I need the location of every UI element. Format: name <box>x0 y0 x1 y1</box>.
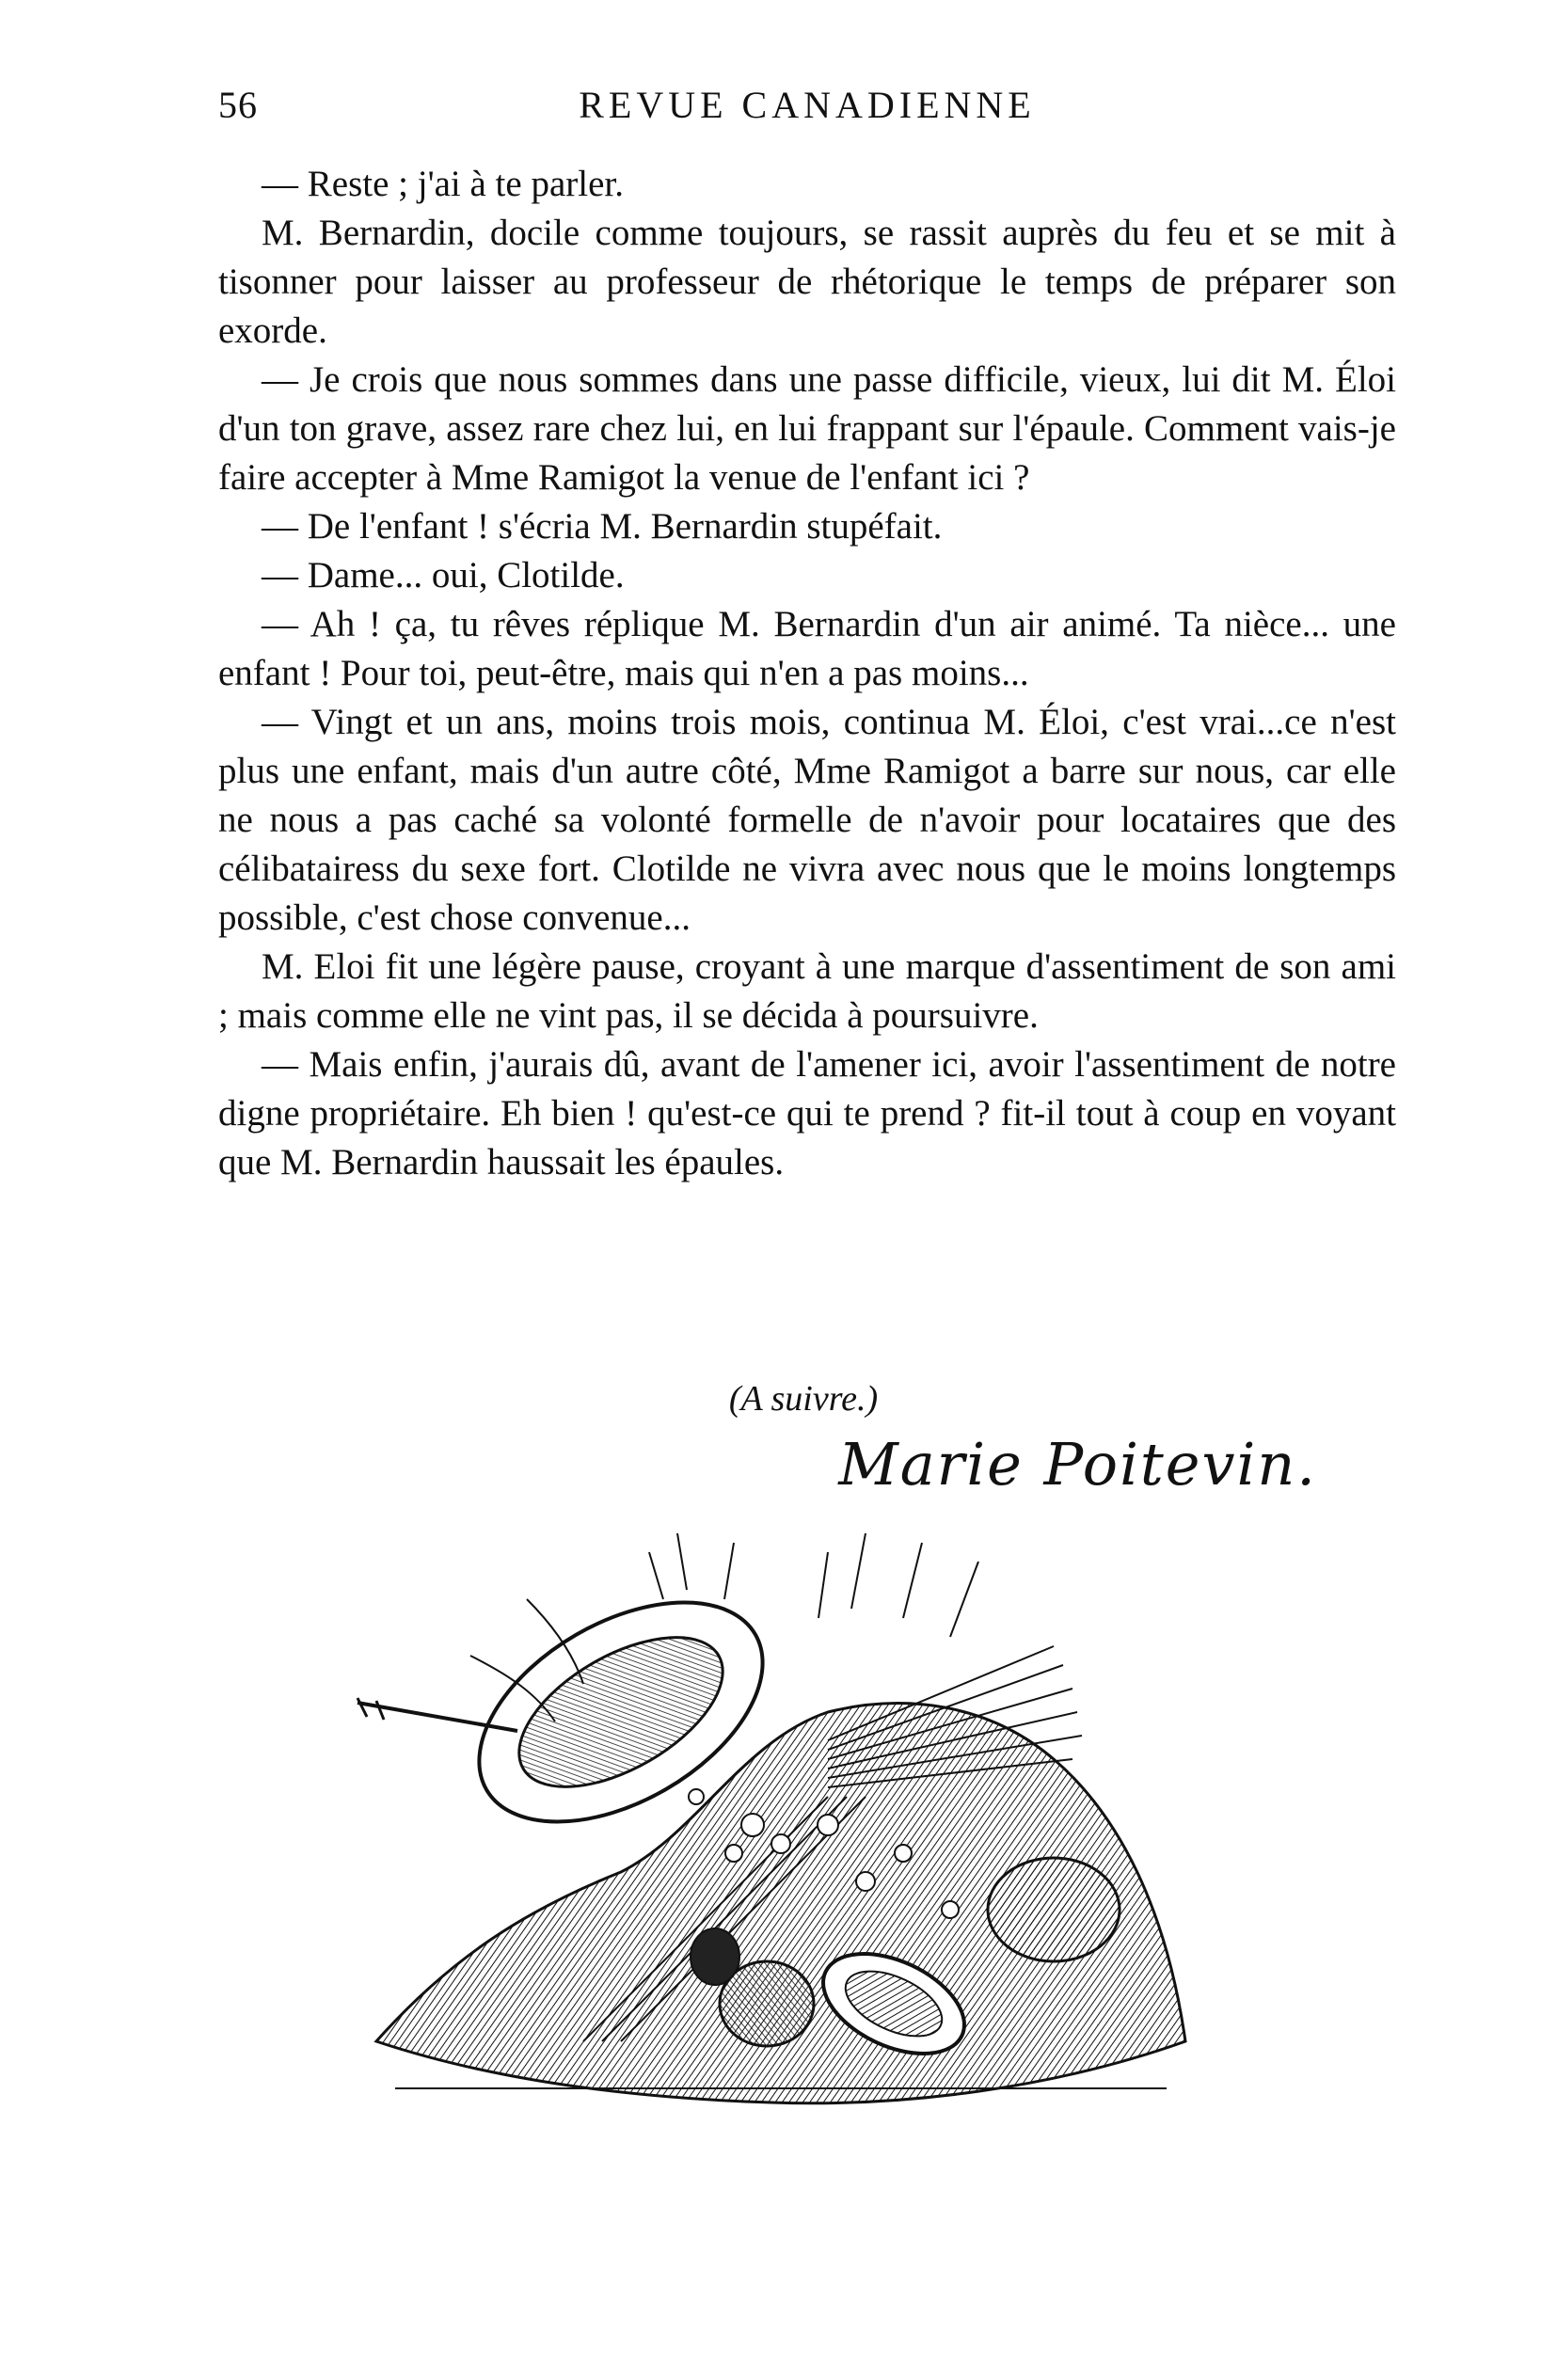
paragraph: — De l'enfant ! s'écria M. Bernardin stupéfait. <box>262 506 943 547</box>
paragraph: M. Bernardin, docile comme toujours, se rassit auprès du feu et se mit à tisonner pour laisser au professeur de rhétorique le temps de préparer son exorde. <box>218 213 1396 351</box>
page-number: 56 <box>218 84 258 126</box>
paragraph: — Vingt et un ans, moins trois mois, continua M. Éloi, c'est vrai...ce n'est plus une enfant, mais d'un autre côté, Mme Ramigot a barre sur nous, car elle ne nous a pas caché sa volonté formelle de n'avoir pour locataires que des célibatairess du sexe fort. Clotilde ne vivra avec nous que le moins longtemps possible, c'est chose convenue... <box>218 702 1396 938</box>
paragraph: M. Eloi fit une légère pause, croyant à une marque d'assentiment de son ami ; mais comme elle ne vint pas, il se décida à poursuivre. <box>218 946 1396 1036</box>
body-text <box>218 160 1396 1187</box>
vignette-hat-wheat-icon <box>339 1515 1223 2135</box>
to-be-continued: (A suivre.) <box>728 1379 879 1419</box>
paragraph: — Reste ; j'ai à te parler. <box>262 164 624 204</box>
paragraph: — Dame... oui, Clotilde. <box>262 555 625 595</box>
author-signature: Marie Poitevin. <box>838 1430 1317 1499</box>
paragraph: — Ah ! ça, tu rêves réplique M. Bernardin d'un air animé. Ta nièce... une enfant ! Pour toi, peut-être, mais qui n'en a pas moins... <box>218 604 1396 693</box>
page-header <box>218 83 1396 139</box>
paragraph: — Je crois que nous sommes dans une passe difficile, vieux, lui dit M. Éloi d'un ton grave, assez rare chez lui, en lui frappant sur l'épaule. Comment vais-je faire accepter à Mme Ramigot la venue de l'enfant ici ? <box>218 359 1396 498</box>
running-title: REVUE CANADIENNE <box>579 84 1036 126</box>
paragraph: — Mais enfin, j'aurais dû, avant de l'amener ici, avoir l'assentiment de notre digne propriétaire. Eh bien ! qu'est-ce qui te prend ? fit-il tout à coup en voyant que M. Bernardin haussait les épaules. <box>218 1044 1396 1182</box>
